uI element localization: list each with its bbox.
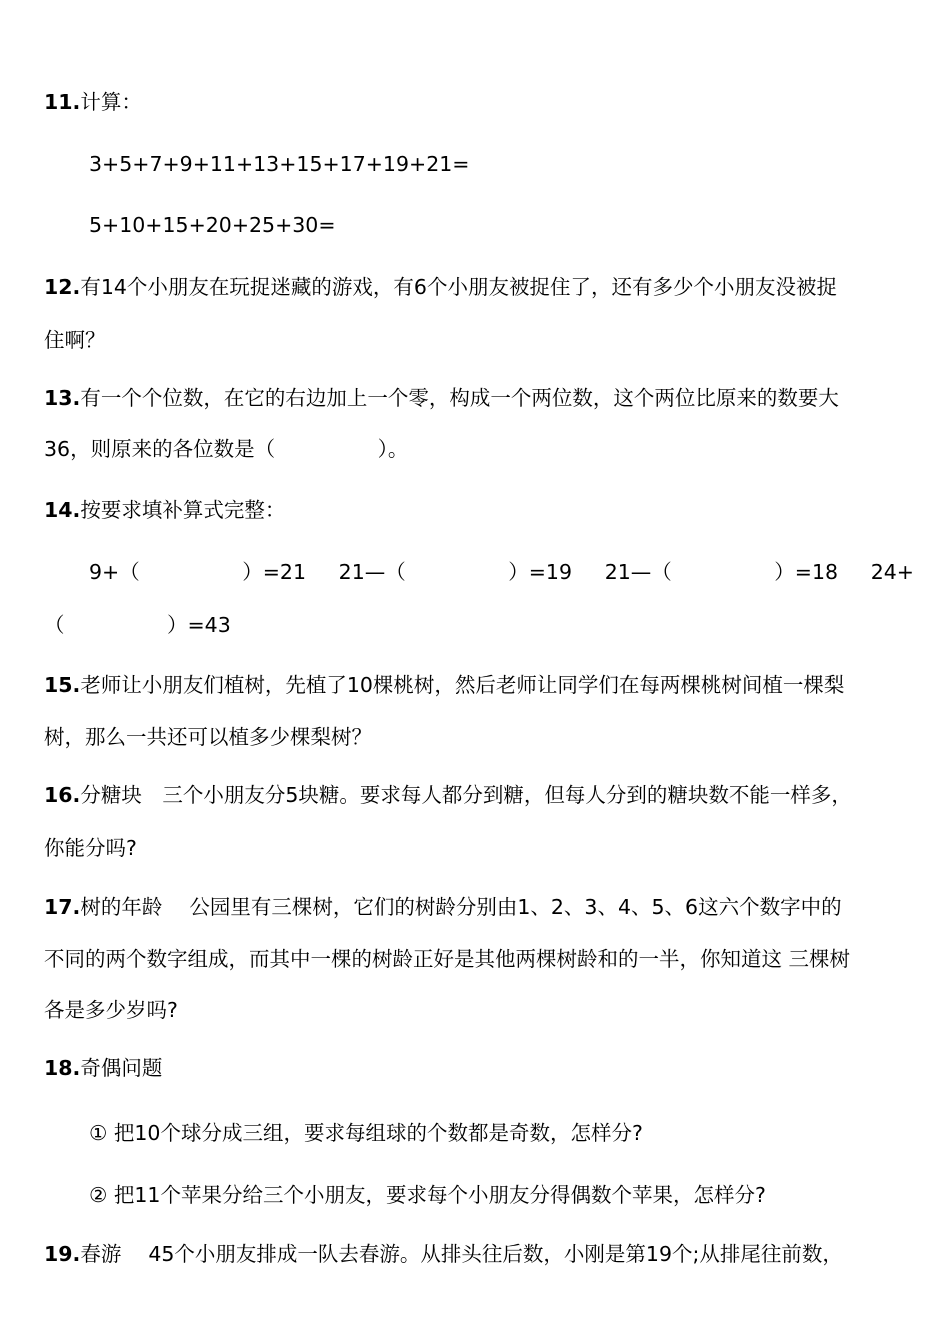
- problem-16-line-1: [44, 780, 920, 810]
- problem-18-item-2: ② 把11个苹果分给三个小朋友，要求每个小朋友分得偶数个苹果，怎样分?: [89, 1183, 766, 1207]
- problem-13-line-1: [44, 383, 920, 413]
- problem-12-line-1: [44, 272, 920, 302]
- problem-15-line-2: 树，那么一共还可以植多少棵梨树？: [44, 725, 372, 749]
- problem-11-heading: [44, 87, 920, 117]
- problem-text: 计算：: [80, 90, 142, 114]
- problem-number: 15.: [44, 673, 81, 697]
- problem-14-equations: [89, 557, 914, 587]
- problem-17-line-2: 不同的两个数字组成，而其中一棵的树龄正好是其他两棵树龄和的一半，你知道这 三棵树: [44, 947, 851, 971]
- problem-text: 分糖块 三个小朋友分5块糖。要求每人都分到糖，但每人分到的糖块数不能一样多，: [80, 783, 852, 807]
- problem-18-heading: [44, 1053, 920, 1083]
- problem-text: 树的年龄 公园里有三棵树，它们的树龄分别由1、2、3、4、5、6这六个数字中的: [80, 895, 842, 919]
- problem-text: 春游 45个小朋友排成一队去春游。从排头往后数，小刚是第19个;从排尾往前数，: [80, 1242, 843, 1266]
- problem-text: 奇偶问题: [80, 1056, 163, 1080]
- problem-19-line-1: [44, 1239, 920, 1269]
- equation-2: 21—（ ）=19: [338, 560, 573, 584]
- problem-number: 16.: [44, 783, 81, 807]
- problem-text: 有14个小朋友在玩捉迷藏的游戏，有6个小朋友被捉住了，还有多少个小朋友没被捉: [80, 275, 837, 299]
- problem-number: 12.: [44, 275, 81, 299]
- problem-text: 按要求填补算式完整：: [80, 498, 286, 522]
- problem-14-heading: [44, 495, 920, 525]
- problem-number: 14.: [44, 498, 81, 522]
- problem-text: 有一个个位数，在它的右边加上一个零，构成一个两位数，这个两位比原来的数要大: [80, 386, 839, 410]
- problem-17-line-1: [44, 892, 920, 922]
- problem-number: 11.: [44, 90, 81, 114]
- problem-number: 17.: [44, 895, 81, 919]
- problem-15-line-1: [44, 670, 920, 700]
- equation-1: 9+（ ）=21: [89, 560, 306, 584]
- problem-17-line-3: 各是多少岁吗?: [44, 998, 178, 1022]
- problem-number: 19.: [44, 1242, 81, 1266]
- problem-14-equation-4-end: （ ）=43: [44, 613, 231, 637]
- problem-11-expression-2: 5+10+15+20+25+30=: [89, 213, 336, 237]
- problem-11-expression-1: 3+5+7+9+11+13+15+17+19+21=: [89, 152, 470, 176]
- problem-16-line-2: 你能分吗?: [44, 836, 137, 860]
- problem-13-line-2: 36，则原来的各位数是（ ）。: [44, 437, 409, 461]
- equation-3: 21—（ ）=18: [604, 560, 839, 584]
- problem-18-item-1: ① 把10个球分成三组，要求每组球的个数都是奇数，怎样分?: [89, 1121, 643, 1145]
- problem-text: 老师让小朋友们植树，先植了10棵桃树，然后老师让同学们在每两棵桃树间植一棵梨: [80, 673, 845, 697]
- problem-12-line-2: 住啊？: [44, 328, 106, 352]
- equation-4-start: 24+: [870, 560, 914, 584]
- problem-number: 18.: [44, 1056, 81, 1080]
- problem-number: 13.: [44, 386, 81, 410]
